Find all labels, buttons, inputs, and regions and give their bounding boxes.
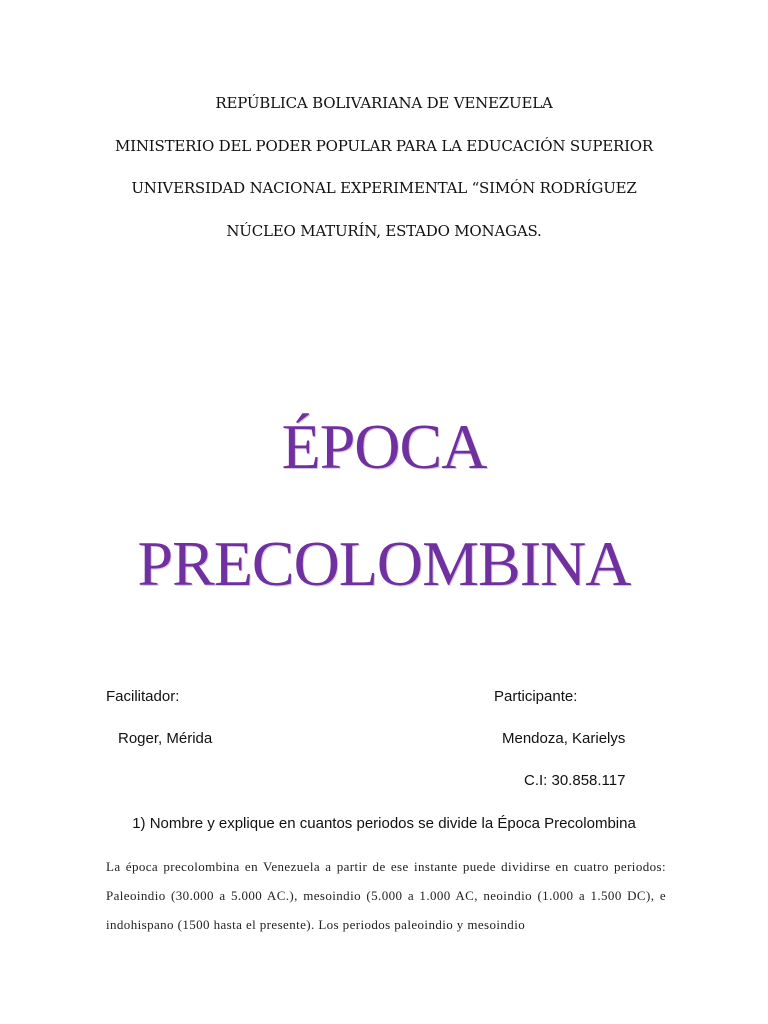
participante-label: Participante: <box>494 688 578 705</box>
facilitador-name: Roger, Mérida <box>118 730 213 747</box>
title-line-1: ÉPOCA <box>281 411 487 482</box>
question-heading: 1) Nombre y explique en cuantos periodos se divide la Época Precolombina <box>132 815 636 832</box>
header-nucleus: NÚCLEO MATURÍN, ESTADO MONAGAS. <box>226 222 542 240</box>
facilitador-label: Facilitador: <box>106 688 180 705</box>
header-ministry: MINISTERIO DEL PODER POPULAR PARA LA EDUCACIÓN SUPERIOR <box>115 137 653 155</box>
participante-name: Mendoza, Karielys <box>502 730 626 747</box>
header-university: UNIVERSIDAD NACIONAL EXPERIMENTAL “SIMÓN RODRÍGUEZ <box>131 179 637 197</box>
title-line-2: PRECOLOMBINA <box>137 528 631 599</box>
body-paragraph: La época precolombina en Venezuela a partir de ese instante puede dividirse en cuatro periodos: Paleoindio (30.000 a 5.000 AC.), mesoindio (5.000 a 1.000 AC, neoindio (1.000 a 1.500 DC), e indohispano (1500 hasta el presente). Los periodos paleoindio y mesoindio <box>106 859 666 932</box>
header-republic: REPÚBLICA BOLIVARIANA DE VENEZUELA <box>215 94 553 112</box>
participante-ci: C.I: 30.858.117 <box>524 772 626 789</box>
